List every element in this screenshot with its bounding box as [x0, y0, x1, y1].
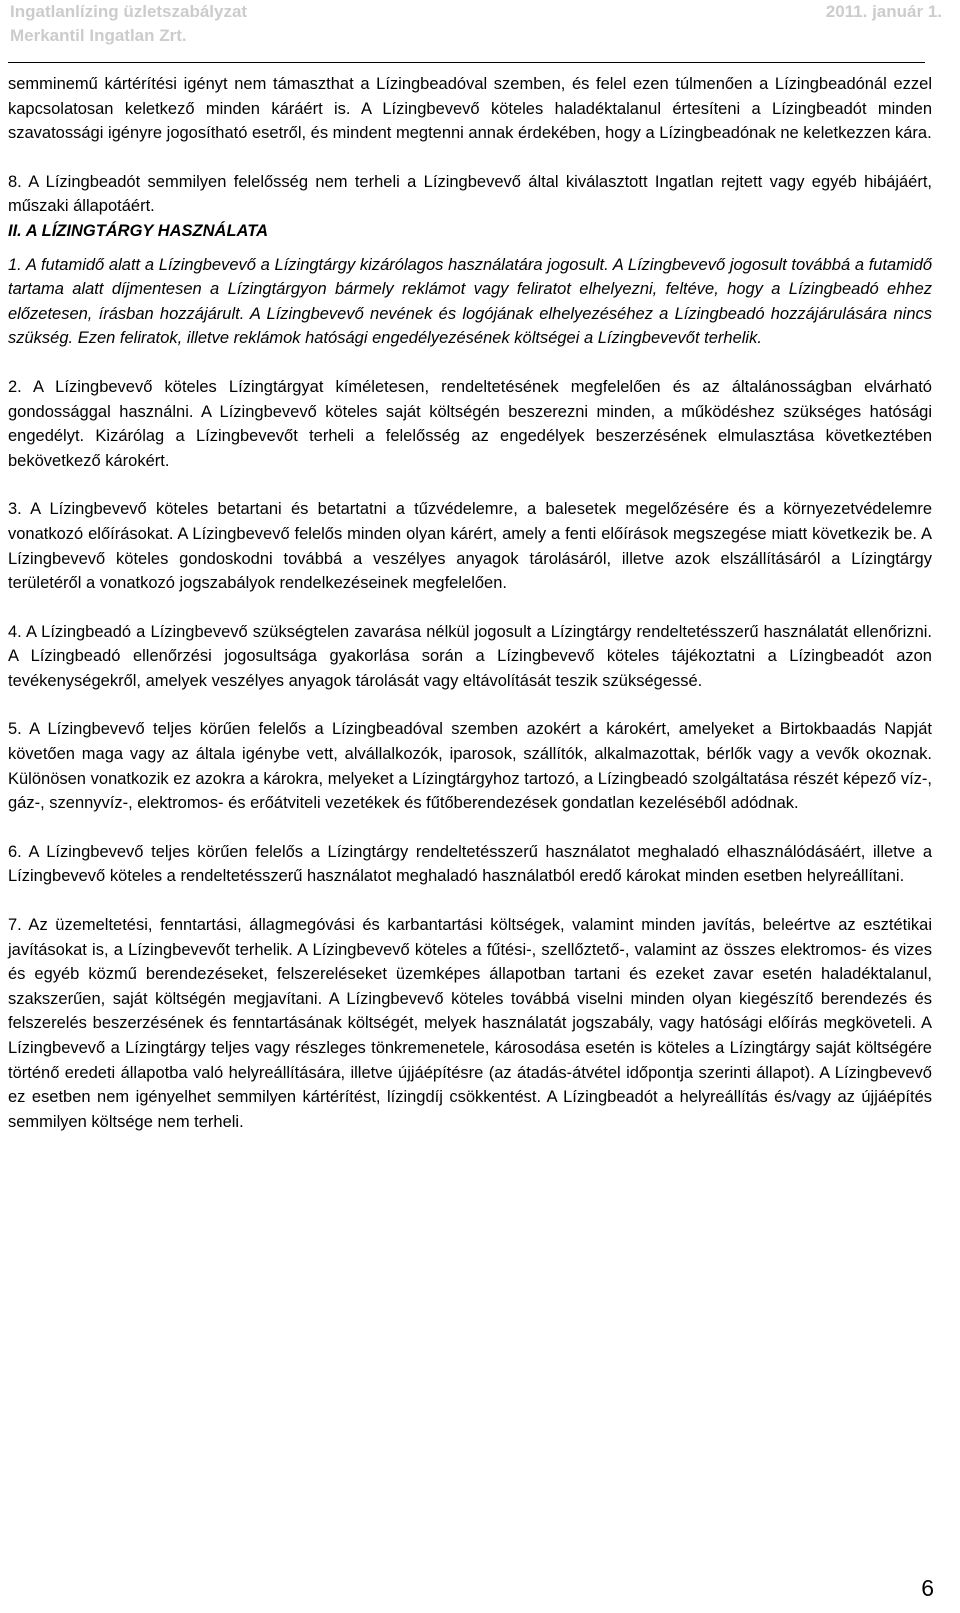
section-item-1: 1. A futamidő alatt a Lízingbevevő a Lízingtárgy kizárólagos használatára jogosult. A Lízingbevevő jogosult továbbá a futamidő tartama alatt díjmentesen a Lízingtárgyon bármely reklámot vagy feliratot elhelyezni, feltéve, hogy a Lízingbeadó ehhez előzetesen, írásban hozzájárult. A Lízingbevevő nevének és logójának elhelyezéséhez a Lízingbeadó hozzájárulására nincs szükség. Ezen feliratok, illetve reklámok hatósági engedélyezésének költségei a Lízingbevevőt terhelik.: [8, 255, 932, 348]
paragraph-continuation: semminemű kártérítési igényt nem támaszthat a Lízingbeadóval szemben, és felel ezen túlmenően a Lízingbeadónál ezzel kapcsolatosan keletkező minden káráért is. A Lízingbevevő köteles haladéktalanul értesíteni a Lízingbeadót minden szavatossági igényre jogosítható esetről, és mindent megtenni annak érdekében, hogy a Lízingbeadónak ne keletkezzen kára.: [8, 75, 932, 143]
page-header: [0, 0, 960, 62]
section-item-4: 4. A Lízingbeadó a Lízingbevevő szükségtelen zavarása nélkül jogosult a Lízingtárgy rendeltetésszerű használatát ellenőrizni. A Lízingbeadó ellenőrzési jogosultsága gyakorlása során a Lízingbevevő köteles tájékoztatni a Lízingbeadót azon tevékenységekről, amelyek veszélyes anyagok tárolását vagy eltávolítását teszik szükségessé.: [8, 622, 932, 690]
section-heading: II. A LÍZINGTÁRGY HASZNÁLATA: [8, 221, 269, 240]
page-number: 6: [921, 1575, 934, 1601]
section-item-2: 2. A Lízingbevevő köteles Lízingtárgyat kíméletesen, rendeltetésének megfelelően és az általánosságban elvárható gondossággal használni. A Lízingbevevő köteles saját költségén beszerezni minden, a működéshez szükséges hatósági engedélyt. Kizárólag a Lízingbevevőt terheli a felelősség az engedélyek beszerzésének elmulasztása következtében bekövetkező károkért.: [8, 377, 932, 470]
section-item-3: 3. A Lízingbevevő köteles betartani és betartatni a tűzvédelemre, a balesetek megelőzésére és a környezetvédelemre vonatkozó előírásokat. A Lízingbevevő felelős minden olyan kárért, amely a fenti előírások megszegése miatt következik be. A Lízingbevevő köteles gondoskodni továbbá a veszélyes anyagok tárolásáról, illetve azok elszállításáról a Lízingtárgy területéről a vonatkozó jogszabályok rendelkezéseinek megfelelően.: [8, 500, 932, 593]
company-name: Merkantil Ingatlan Zrt.: [10, 26, 187, 45]
header-date: 2011. január 1.: [825, 2, 942, 21]
document-title: Ingatlanlízing üzletszabályzat: [10, 2, 248, 21]
paragraph-item-8: 8. A Lízingbeadót semmilyen felelősség nem terheli a Lízingbevevő által kiválasztott Ingatlan rejtett vagy egyéb hibájáért, műszaki állapotáért.: [8, 172, 932, 216]
header-rule: [8, 62, 925, 63]
section-item-5: 5. A Lízingbevevő teljes körűen felelős a Lízingbeadóval szemben azokért a károkért, amelyeket a Birtokbaadás Napját követően maga vagy az általa igénybe vett, alvállalkozók, iparosok, szállítók, alkalmazottak, bérlők vagy a vevők okoznak. Különösen vonatkozik ez azokra a károkra, melyeket a Lízingtárgyhoz tartozó, a Lízingbeadó szolgáltatása részét képező víz-, gáz-, szennyvíz-, elektromos- és erőátviteli vezetékek és fűtőberendezések gondatlan kezeléséből adódnak.: [8, 720, 932, 813]
header-left: [10, 0, 247, 48]
section-item-7: 7. Az üzemeltetési, fenntartási, állagmegóvási és karbantartási költségek, valamint minden javítás, beleértve az esztétikai javításokat is, a Lízingbevevőt terhelik. A Lízingbevevő köteles a fűtési-, szellőztető-, valamint az összes elektromos- és vizes és egyéb közmű berendezéseket, felszereléseket üzemképes állapotban tartani és ezeket zavar esetén haladéktalanul, szakszerűen, saját költségén megjavítani. A Lízingbevevő köteles továbbá viselni minden olyan kiegészítő berendezés és felszerelés beszerzésének és fenntartásának költségét, melyek használatát jogszabály, vagy hatósági előírás megköveteli. A Lízingbevevő a Lízingtárgy teljes vagy részleges tönkremenetele, károsodása esetén is köteles a Lízingtárgy saját költségére történő eredeti állapotba való helyreállítására, illetve újjáépítésre (az átadás-átvétel időpontja szerinti állapot). A Lízingbevevő ez esetben nem igényelhet semmilyen kártérítést, lízingdíj csökkentést. A Lízingbeadót a helyreállítás és/vagy az újjáépítés semmilyen költsége nem terheli.: [8, 916, 932, 1131]
document-body: [8, 72, 932, 1134]
section-item-6: 6. A Lízingbevevő teljes körűen felelős a Lízingtárgy rendeltetésszerű használatot meghaladó elhasználódásáért, illetve a Lízingbevevő köteles a rendeltetésszerű használatot meghaladó használatból eredő károkat minden esetben helyreállítani.: [8, 842, 932, 886]
